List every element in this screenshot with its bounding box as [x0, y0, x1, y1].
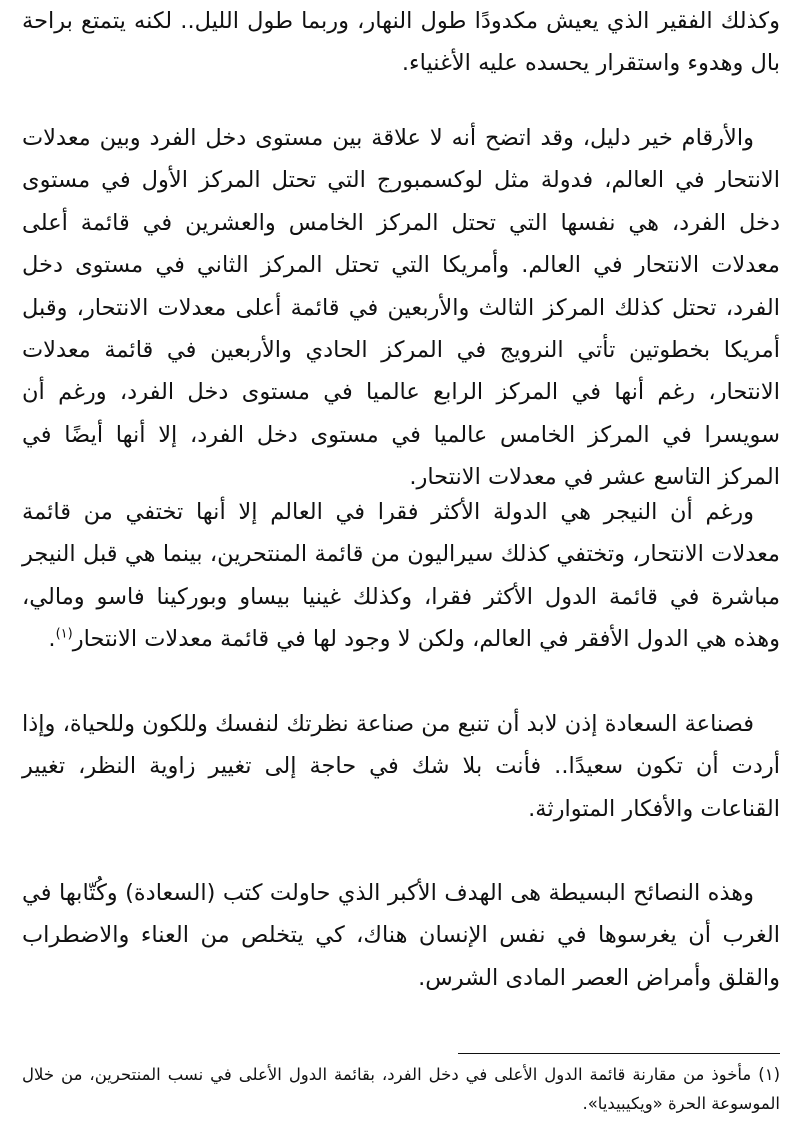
footnote-text: مأخوذ من مقارنة قائمة الدول الأعلى في دخل الفرد، بقائمة الدول الأعلى في نسب المنتحرين، من خلال الموسوعة الحرة «ويكيبيديا». — [22, 1065, 780, 1113]
paragraph-4-text: فصناعة السعادة إذن لابد أن تنبع من صناعة نظرتك لنفسك وللكون وللحياة، وإذا أردت أن تكون سعيدًا.. فأنت بلا شك في حاجة إلى تغيير زاوية النظر، تغيير القناعات والأفكار المتوارثة. — [22, 711, 780, 822]
paragraph-1 — [22, 0, 780, 85]
book-page — [22, 0, 780, 1134]
paragraph-3 — [22, 491, 780, 661]
paragraph-3-end: . — [48, 626, 56, 653]
footnote — [22, 1060, 780, 1118]
paragraph-3-text: ورغم أن النيجر هي الدولة الأكثر فقرا في العالم إلا أنها تختفي من قائمة معدلات الانتحار، وتختفي كذلك سيراليون من قائمة المنتحرين، بينما هي قبل النيجر مباشرة في قائمة الدول الأكثر فقرا، وكذلك غينيا بيساو وبوركينا فاسو ومالي، وهذه هي الدول الأفقر في العالم، ولكن لا وجود لها في قائمة معدلات الانتحار — [22, 499, 780, 653]
footnote-reference[interactable]: (١) — [55, 626, 73, 642]
paragraph-2 — [22, 117, 780, 499]
paragraph-1-text: وكذلك الفقير الذي يعيش مكدودًا طول النهار، وربما طول الليل.. لكنه يتمتع براحة بال وهدوء واستقرار يحسده عليه الأغنياء. — [22, 8, 780, 77]
paragraph-5 — [22, 872, 780, 999]
paragraph-5-text: وهذه النصائح البسيطة هى الهدف الأكبر الذي حاولت كتب (السعادة) وكُتّابها في الغرب أن يغرسوها في نفس الإنسان هناك، كي يتخلص من العناء والاضطراب والقلق وأمراض العصر المادى الشرس. — [22, 880, 780, 991]
footnote-divider — [458, 1053, 780, 1054]
footnote-marker: (١) — [758, 1065, 781, 1084]
paragraph-4 — [22, 703, 780, 830]
paragraph-2-text: والأرقام خير دليل، وقد اتضح أنه لا علاقة بين مستوى دخل الفرد وبين معدلات الانتحار في العالم، فدولة مثل لوكسمبورج التي تحتل المركز الأول في مستوى دخل الفرد، هي نفسها التي تحتل المركز الخامس والعشرين في قائمة أعلى معدلات الانتحار في العالم. وأمريكا التي تحتل المركز الثاني في مستوى دخل الفرد، تحتل كذلك المركز الثالث والأربعين في قائمة أعلى معدلات الانتحار، وقبل أمريكا بخطوتين تأتي النرويج في المركز الحادي والأربعين في قائمة معدلات الانتحار، رغم أنها في المركز الرابع عالميا في مستوى دخل الفرد، ورغم أن سويسرا في المركز الخامس عالميا في مستوى دخل الفرد، إلا أنها أيضًا في المركز التاسع عشر في معدلات الانتحار. — [22, 125, 780, 491]
